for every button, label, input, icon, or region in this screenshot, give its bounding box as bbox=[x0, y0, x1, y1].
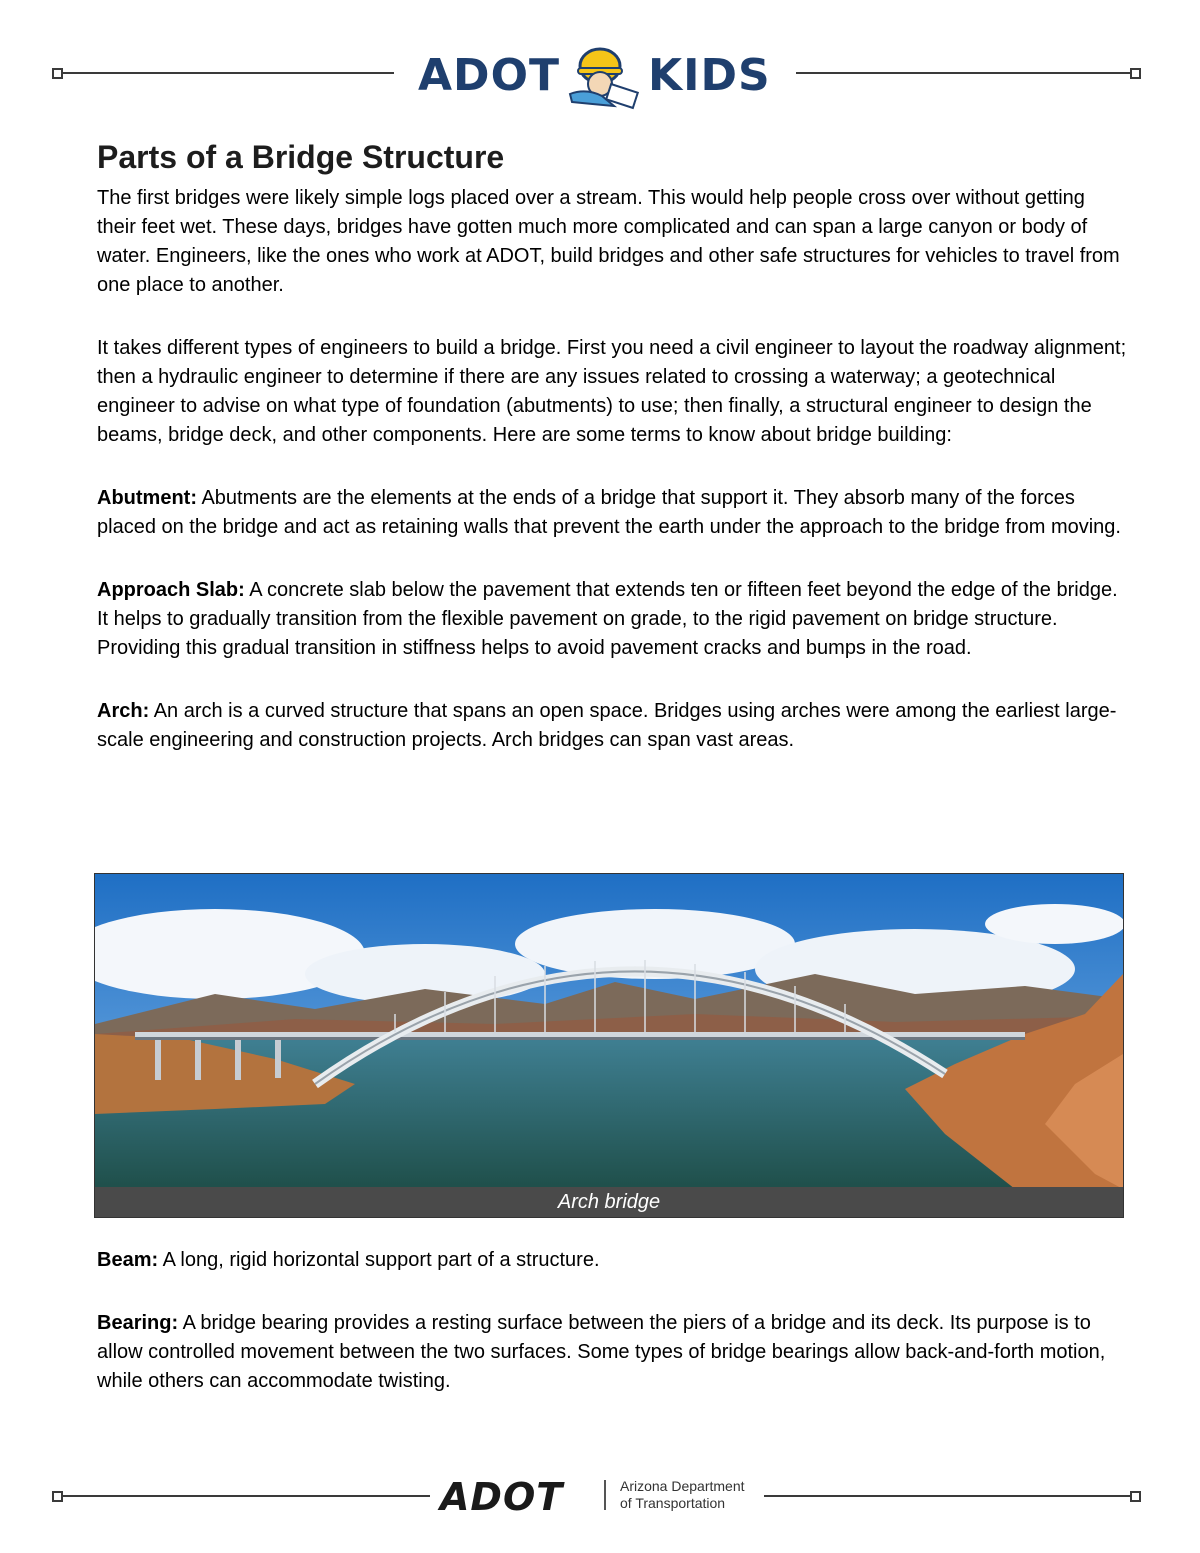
arch-bridge-illustration bbox=[95, 874, 1123, 1189]
term-beam bbox=[97, 1246, 1127, 1275]
lower-content bbox=[97, 1246, 1127, 1396]
term-definition: An arch is a curved structure that spans an open space. Bridges using arches were among the earliest large-scale engineering and construction projects. Arch bridges can span vast areas. bbox=[97, 700, 1117, 751]
header-rule-right-endcap bbox=[1130, 68, 1141, 79]
header-rule-left-endcap bbox=[52, 68, 63, 79]
mascot-icon bbox=[552, 44, 644, 110]
term-approach-slab bbox=[97, 576, 1127, 663]
adot-footer-logo bbox=[440, 1474, 770, 1520]
term-definition: A bridge bearing provides a resting surface between the piers of a bridge and its deck. Its purpose is to allow controlled movement between the two surfaces. Some types of bridge bearings allow back-and-forth motion, while others can accommodate twisting. bbox=[97, 1312, 1106, 1392]
term-label: Bearing: bbox=[97, 1312, 179, 1334]
logo-text-kids: KIDS bbox=[648, 50, 771, 101]
footer-logo-text: ADOT bbox=[440, 1475, 564, 1519]
term-definition: Abutments are the elements at the ends of a bridge that support it. They absorb many of the forces placed on the bridge and act as retaining walls that prevent the earth under the approach to the bridge from moving. bbox=[97, 487, 1121, 538]
term-abutment bbox=[97, 484, 1127, 542]
footer-rule-left bbox=[58, 1495, 430, 1497]
intro-paragraph-1: The first bridges were likely simple logs placed over a stream. This would help people cross over without getting their feet wet. These days, bridges have gotten much more complicated and can span a large canyon or body of water. Engineers, like the ones who work at ADOT, build bridges and other safe structures for vehicles to travel from one place to another. bbox=[97, 187, 1120, 296]
footer-rule-right-endcap bbox=[1130, 1491, 1141, 1502]
header-rule-left bbox=[58, 72, 394, 74]
footer-logo-divider bbox=[604, 1480, 606, 1510]
adot-kids-logo bbox=[418, 44, 774, 110]
photo-caption: Arch bridge bbox=[95, 1187, 1123, 1217]
logo-text-adot: ADOT bbox=[418, 50, 560, 101]
footer-rule-right bbox=[764, 1495, 1132, 1497]
page-title: Parts of a Bridge Structure bbox=[97, 139, 505, 175]
term-label: Abutment: bbox=[97, 487, 197, 509]
footer-agency-name bbox=[620, 1478, 745, 1512]
footer-agency-line-2: of Transportation bbox=[620, 1495, 726, 1511]
intro-paragraph-2: It takes different types of engineers to build a bridge. First you need a civil engineer to layout the roadway alignment; then a hydraulic engineer to determine if there are any issues related to crossing a waterway; a geotechnical engineer to advise on what type of foundation (abutments) to use; then finally, a structural engineer to design the beams, bridge deck, and other components. Here are some terms to know about bridge building: bbox=[97, 337, 1127, 446]
term-arch bbox=[97, 697, 1127, 755]
term-label: Beam: bbox=[97, 1249, 159, 1271]
footer-agency-line-1: Arizona Department bbox=[620, 1478, 745, 1494]
term-definition: A concrete slab below the pavement that extends ten or fifteen feet beyond the edge of the bridge. It helps to gradually transition from the flexible pavement on grade, to the rigid pavement on bridge structure. Providing this gradual transition in stiffness helps to avoid pavement cracks and bumps in the road. bbox=[97, 579, 1118, 659]
term-label: Approach Slab: bbox=[97, 579, 245, 601]
term-bearing bbox=[97, 1309, 1127, 1396]
arch-bridge-photo bbox=[94, 873, 1124, 1218]
footer-rule-left-endcap bbox=[52, 1491, 63, 1502]
term-label: Arch: bbox=[97, 700, 150, 722]
term-definition: A long, rigid horizontal support part of a structure. bbox=[158, 1249, 600, 1271]
header-rule-right bbox=[796, 72, 1132, 74]
main-content bbox=[97, 136, 1127, 755]
